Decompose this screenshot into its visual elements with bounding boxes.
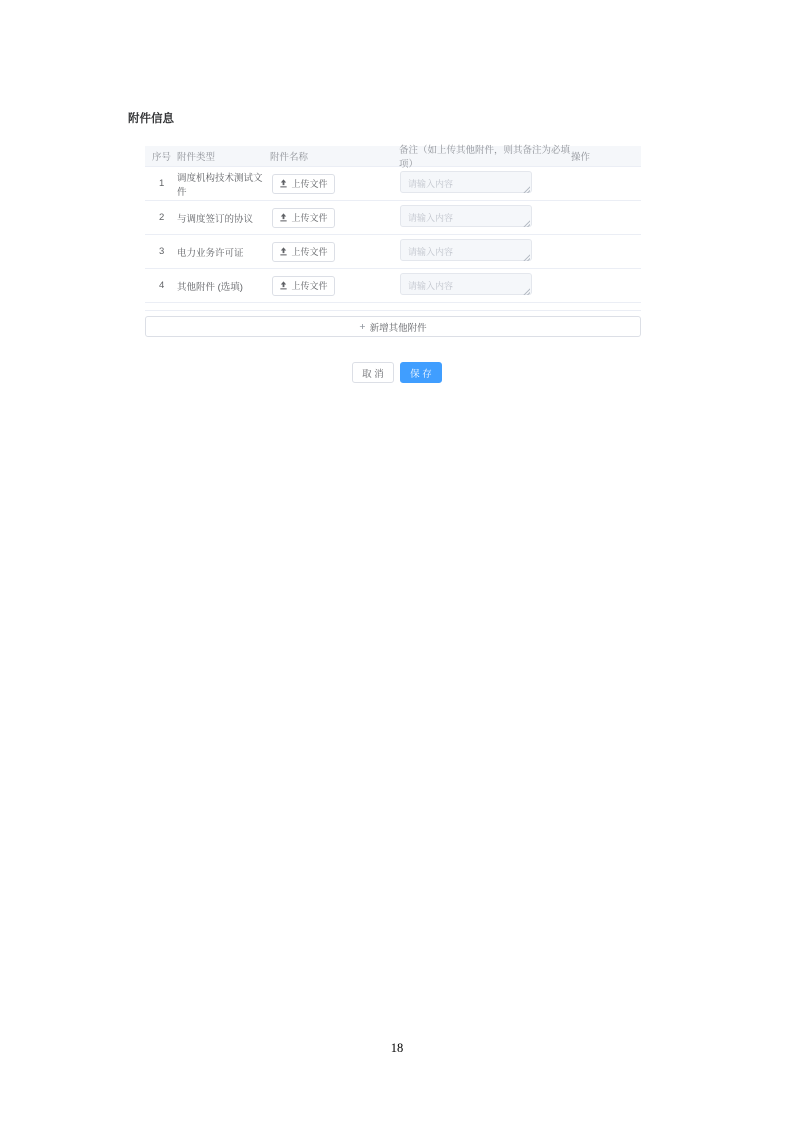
remark-textarea[interactable]	[400, 239, 532, 261]
row-type: 其他附件 (选填)	[177, 281, 243, 293]
add-button-label: 新增其他附件	[369, 322, 427, 334]
table-row	[145, 235, 641, 269]
table-row	[145, 201, 641, 235]
add-other-attachment-button[interactable]	[145, 316, 641, 337]
row-seq: 1	[159, 178, 165, 189]
resize-grip-icon[interactable]	[523, 220, 530, 227]
upload-button-label: 上传文件	[291, 247, 328, 257]
upload-button-label: 上传文件	[291, 281, 328, 291]
save-button[interactable]: 保 存	[400, 362, 442, 383]
header-action: 操作	[571, 152, 591, 163]
upload-icon	[279, 179, 288, 188]
upload-icon	[279, 281, 288, 290]
header-seq: 序号	[152, 152, 172, 163]
row-seq: 4	[159, 280, 165, 291]
row-type: 电力业务许可证	[177, 247, 244, 259]
upload-button-label: 上传文件	[291, 179, 328, 189]
page-number: 18	[390, 1041, 404, 1055]
upload-button-label: 上传文件	[291, 213, 328, 223]
row-seq: 3	[159, 246, 165, 257]
plus-icon: +	[359, 320, 366, 333]
header-type: 附件类型	[177, 152, 216, 163]
upload-file-button[interactable]	[272, 174, 335, 194]
header-name: 附件名称	[270, 152, 309, 163]
table-row	[145, 167, 641, 201]
remark-textarea[interactable]	[400, 273, 532, 295]
row-type: 与调度签订的协议	[177, 213, 254, 225]
upload-file-button[interactable]	[272, 208, 335, 228]
upload-icon	[279, 247, 288, 256]
resize-grip-icon[interactable]	[523, 288, 530, 295]
attachments-table	[145, 146, 641, 303]
resize-grip-icon[interactable]	[523, 186, 530, 193]
page-title: 附件信息	[128, 113, 174, 125]
remark-textarea[interactable]	[400, 171, 532, 193]
resize-grip-icon[interactable]	[523, 254, 530, 261]
upload-icon	[279, 213, 288, 222]
upload-file-button[interactable]	[272, 242, 335, 262]
row-seq: 2	[159, 212, 165, 223]
row-type: 调度机构技术测试文件	[177, 172, 263, 198]
remark-textarea[interactable]	[400, 205, 532, 227]
table-row	[145, 269, 641, 303]
table-bottom-divider	[145, 310, 641, 311]
cancel-button[interactable]: 取 消	[352, 362, 394, 383]
upload-file-button[interactable]	[272, 276, 335, 296]
table-header-row	[145, 145, 641, 170]
header-remark: 备注（如上传其他附件，则其备注为必填项）	[399, 145, 571, 170]
